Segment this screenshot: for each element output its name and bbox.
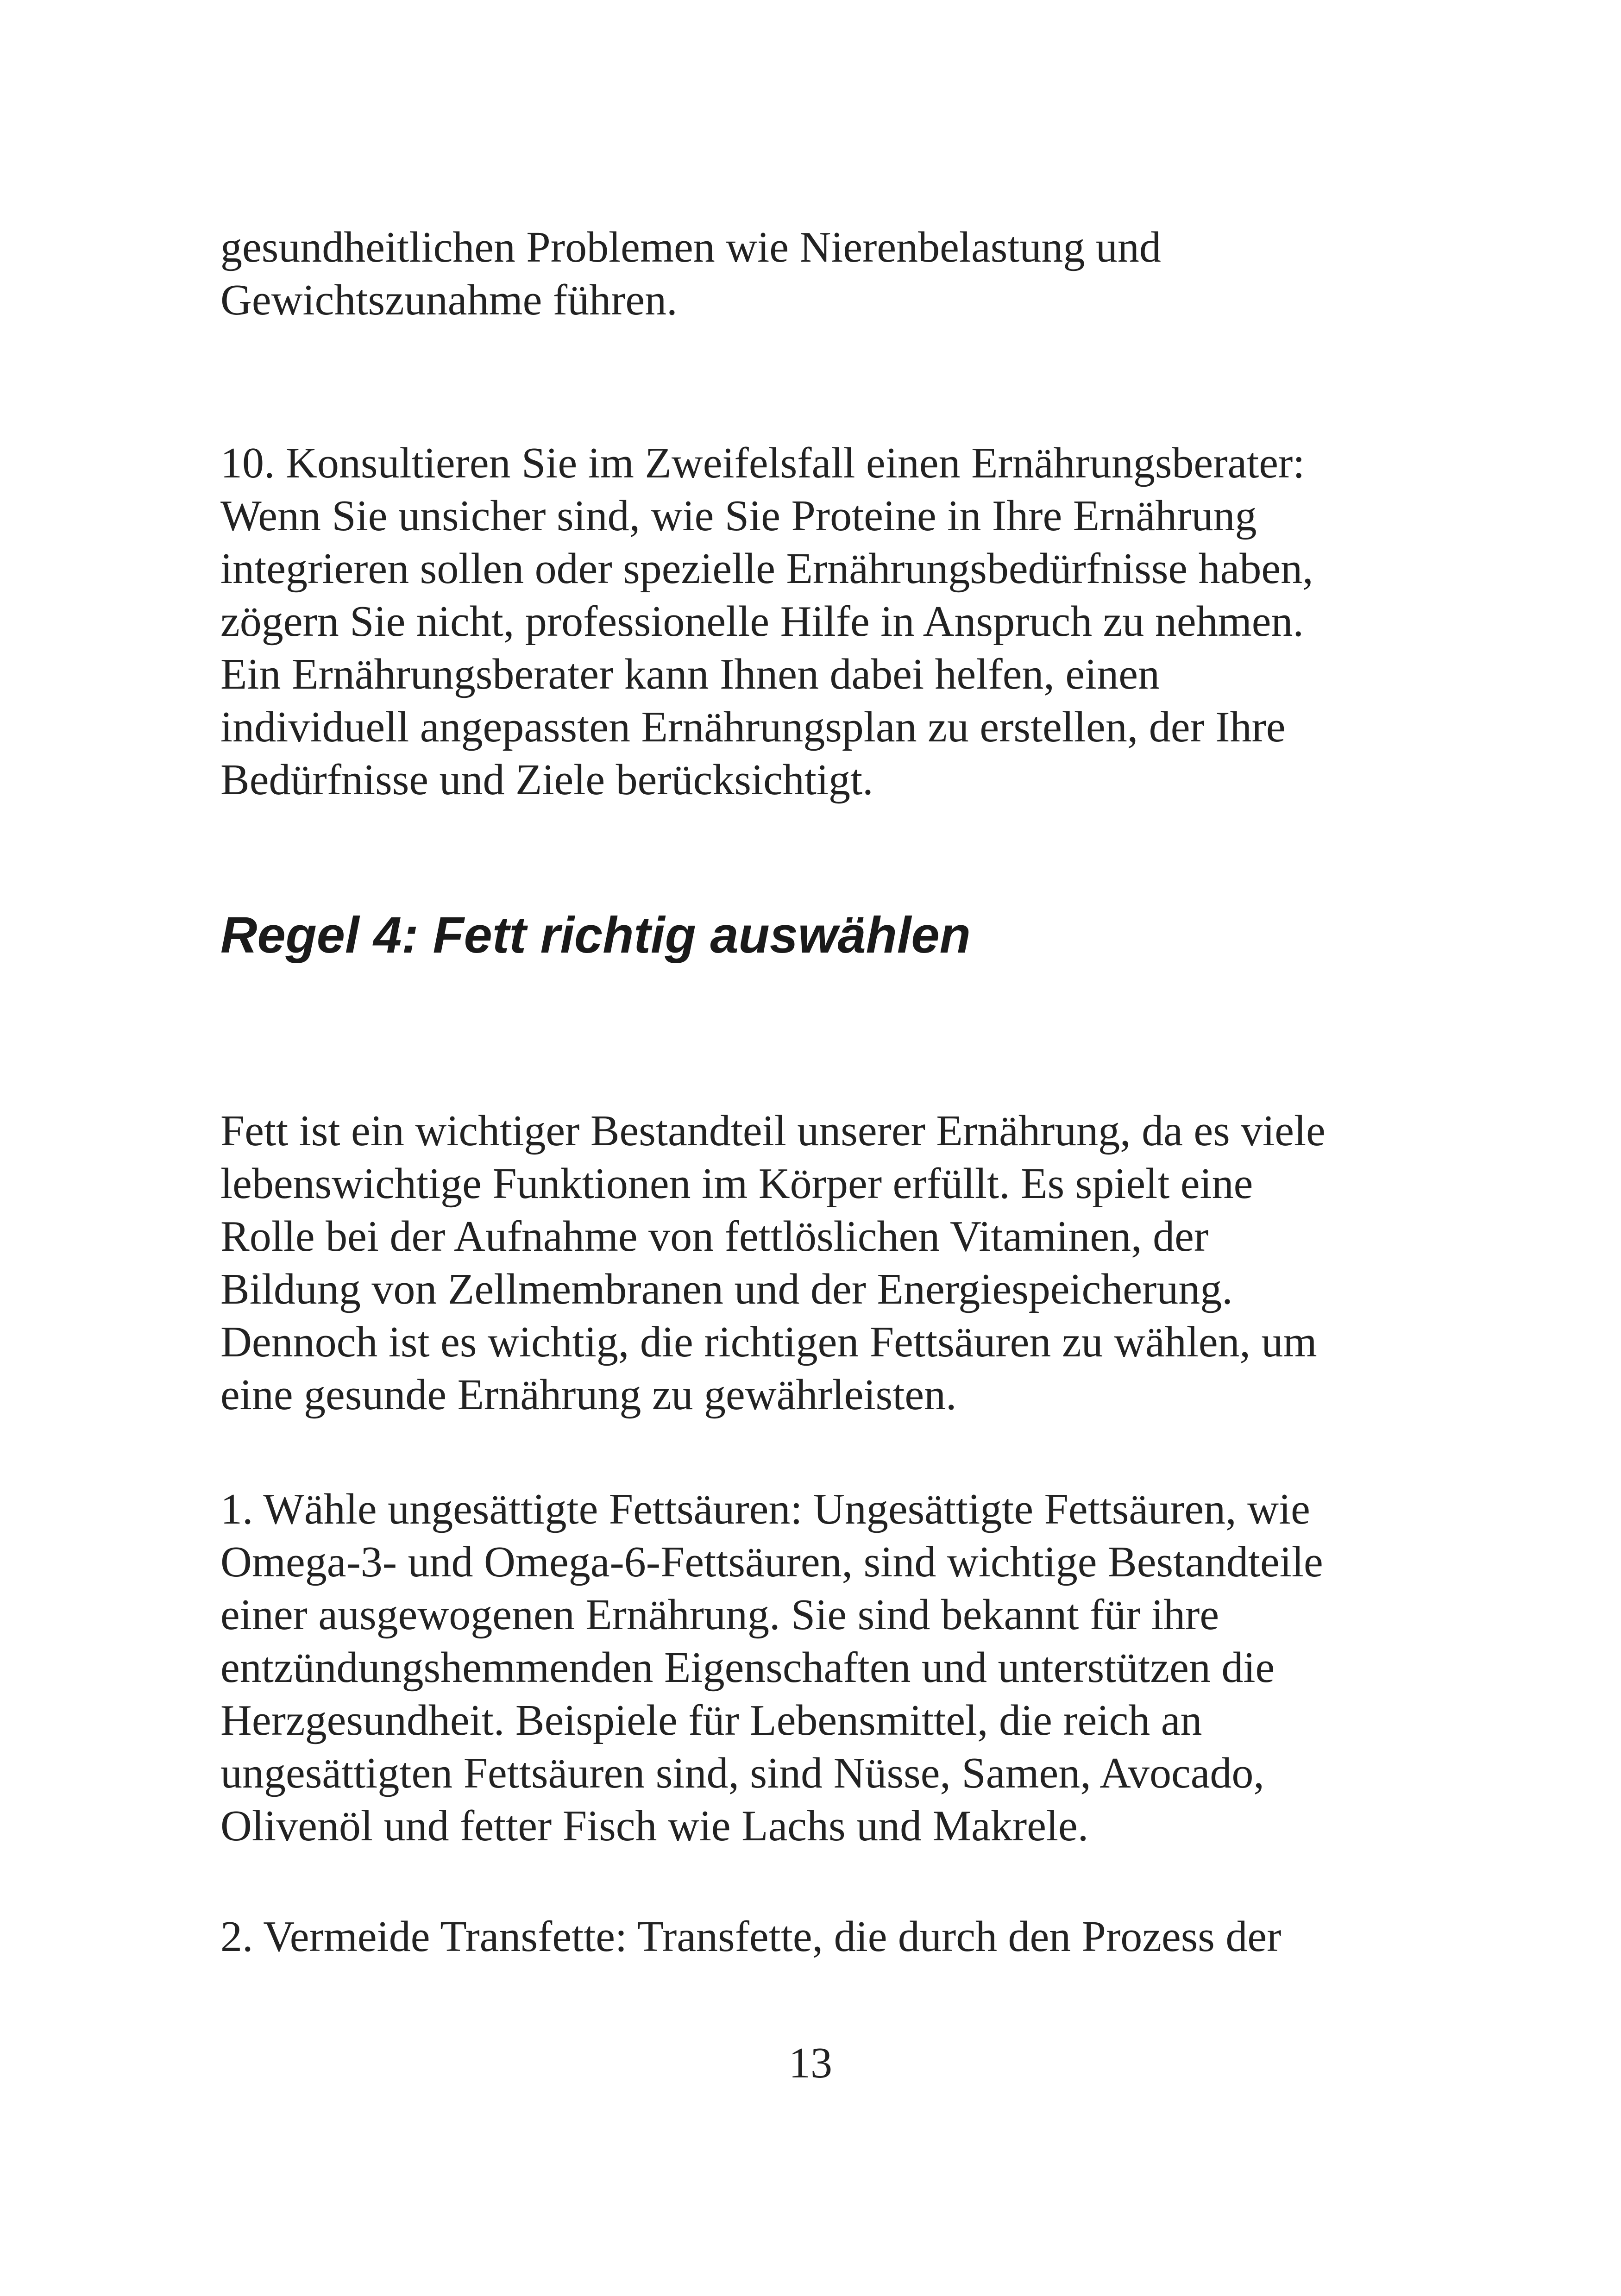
text-line: integrieren sollen oder spezielle Ernährungsbedürfnisse haben, [220, 545, 1313, 593]
text-line: Gewichtszunahme führen. [220, 276, 678, 324]
section-heading: Regel 4: Fett richtig auswählen [220, 907, 971, 964]
text-line: ungesättigten Fettsäuren sind, sind Nüsse, Samen, Avocado, [220, 1749, 1264, 1797]
paragraph-item-10 [220, 437, 1434, 806]
text-line: Olivenöl und fetter Fisch wie Lachs und Makrele. [220, 1802, 1089, 1850]
text-line: Dennoch ist es wichtig, die richtigen Fettsäuren zu wählen, um [220, 1318, 1317, 1366]
paragraph-item-1 [220, 1483, 1434, 1852]
text-line: Rolle bei der Aufnahme von fettlöslichen Vitaminen, der [220, 1212, 1209, 1261]
text-line: gesundheitlichen Problemen wie Nierenbelastung und [220, 223, 1161, 271]
text-line: Herzgesundheit. Beispiele für Lebensmittel, die reich an [220, 1696, 1202, 1744]
text-line: 1. Wähle ungesättigte Fettsäuren: Ungesättigte Fettsäuren, wie [220, 1485, 1310, 1533]
text-line: individuell angepassten Ernährungsplan zu erstellen, der Ihre [220, 703, 1286, 751]
text-line: Wenn Sie unsicher sind, wie Sie Proteine in Ihre Ernährung [220, 492, 1257, 540]
text-line: entzündungshemmenden Eigenschaften und unterstützen die [220, 1644, 1275, 1692]
text-line: Bildung von Zellmembranen und der Energiespeicherung. [220, 1265, 1233, 1313]
page-number: 13 [789, 2039, 832, 2087]
text-line: 2. Vermeide Transfette: Transfette, die durch den Prozess der [220, 1913, 1282, 1961]
text-line: Ein Ernährungsberater kann Ihnen dabei helfen, einen [220, 650, 1160, 698]
paragraph-intro [220, 221, 1434, 326]
text-line: Bedürfnisse und Ziele berücksichtigt. [220, 756, 873, 804]
text-line: zögern Sie nicht, professionelle Hilfe in Anspruch zu nehmen. [220, 597, 1304, 646]
text-line: lebenswichtige Funktionen im Körper erfüllt. Es spielt eine [220, 1160, 1253, 1208]
text-line: einer ausgewogenen Ernährung. Sie sind bekannt für ihre [220, 1591, 1219, 1639]
text-line: 10. Konsultieren Sie im Zweifelsfall einen Ernährungsberater: [220, 439, 1305, 487]
text-line: Omega-3- und Omega-6-Fettsäuren, sind wichtige Bestandteile [220, 1538, 1323, 1586]
paragraph-fett-intro [220, 1104, 1434, 1421]
text-line: Fett ist ein wichtiger Bestandteil unserer Ernährung, da es viele [220, 1107, 1326, 1155]
text-line: eine gesunde Ernährung zu gewährleisten. [220, 1371, 957, 1419]
paragraph-item-2 [220, 1910, 1434, 1963]
